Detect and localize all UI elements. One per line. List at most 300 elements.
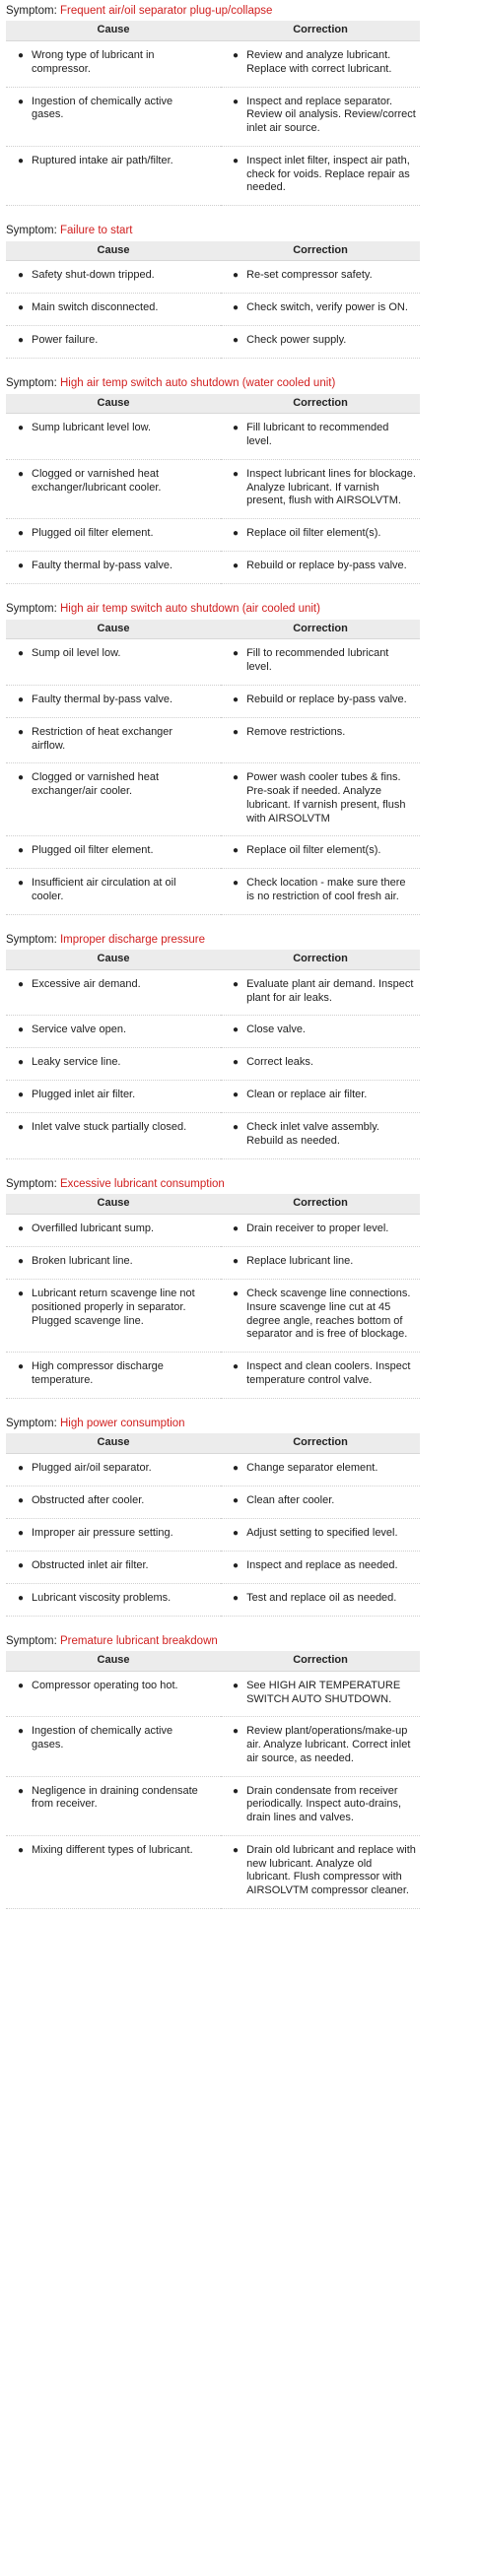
cause-cell-text: Plugged air/oil separator. [32, 1461, 152, 1474]
correction-cell [221, 146, 420, 205]
list-item [225, 1527, 416, 1541]
table-row [6, 1776, 420, 1835]
correction-cell [221, 1453, 420, 1486]
correction-header: Correction [221, 21, 420, 40]
bullet-icon: ● [17, 1024, 25, 1036]
list-item [225, 560, 416, 573]
cause-header: Cause [6, 1194, 221, 1214]
list-item [10, 560, 203, 573]
correction-header: Correction [221, 1651, 420, 1671]
bullet-icon: ● [233, 270, 240, 282]
cause-header: Cause [6, 620, 221, 639]
symptom-heading [6, 1177, 474, 1191]
bullet-icon: ● [233, 1122, 240, 1134]
correction-cell-text: Fill lubricant to recommended level. [246, 422, 389, 448]
bullet-icon: ● [233, 1223, 240, 1234]
correction-cell-text: Inspect and replace separator. Review oil analysis. Review/correct inlet air source. [246, 95, 416, 135]
table-row [6, 1016, 420, 1048]
symptom-heading [6, 224, 474, 237]
list-item [225, 877, 416, 904]
bullet-icon: ● [17, 528, 25, 540]
bullet-icon: ● [17, 648, 25, 660]
table-row [6, 1353, 420, 1399]
cause-header: Cause [6, 1433, 221, 1453]
cause-cell [6, 763, 221, 836]
correction-cell-text: Drain condensate from receiver periodically. Inspect auto-drains, drain lines and valves. [246, 1784, 402, 1823]
table-row [6, 146, 420, 205]
correction-cell-text: Inspect and replace as needed. [246, 1558, 398, 1571]
cause-cell [6, 1776, 221, 1835]
symptom-section [6, 4, 474, 206]
list-item [225, 1592, 416, 1606]
symptom-title: High power consumption [59, 1417, 185, 1429]
list-item [10, 1360, 203, 1388]
table-row [6, 1215, 420, 1247]
list-item [10, 1785, 203, 1813]
correction-cell [221, 1048, 420, 1081]
cause-cell-text: Leaky service line. [32, 1056, 121, 1069]
symptom-heading [6, 602, 474, 616]
table-row [6, 41, 420, 88]
bullet-icon: ● [233, 1527, 240, 1539]
list-item [225, 1255, 416, 1269]
correction-cell-text: Check inlet valve assembly. Rebuild as needed. [246, 1121, 379, 1148]
correction-cell [221, 717, 420, 763]
symptom-label: Symptom: [6, 933, 57, 946]
table-row [6, 639, 420, 686]
cause-cell-text: Clogged or varnished heat exchanger/air cooler. [32, 771, 160, 797]
correction-cell-text: Rebuild or replace by-pass valve. [246, 693, 407, 705]
correction-cell-text: Adjust setting to specified level. [246, 1526, 398, 1539]
cause-cell-text: Obstructed inlet air filter. [32, 1558, 149, 1571]
symptom-heading [6, 376, 474, 390]
bullet-icon: ● [233, 1559, 240, 1571]
list-item [10, 269, 203, 283]
list-item [10, 1527, 203, 1541]
cause-correction-table [6, 21, 420, 206]
correction-cell [221, 459, 420, 518]
symptom-title: Improper discharge pressure [59, 933, 205, 946]
cause-header: Cause [6, 1651, 221, 1671]
bullet-icon: ● [17, 155, 25, 166]
list-item [225, 1494, 416, 1508]
bullet-icon: ● [233, 561, 240, 572]
correction-header: Correction [221, 241, 420, 261]
bullet-icon: ● [17, 50, 25, 62]
bullet-icon: ● [17, 845, 25, 857]
bullet-icon: ● [17, 1122, 25, 1134]
symptom-title: Excessive lubricant consumption [59, 1177, 225, 1190]
bullet-icon: ● [17, 302, 25, 314]
correction-cell-text: Check scavenge line connections. Insure scavenge line cut at 45 degree angle, reaches bottom of separator and is free of blockage. [246, 1288, 411, 1341]
correction-cell-text: Inspect and clean coolers. Inspect temperature control valve. [246, 1360, 411, 1386]
correction-cell-text: Clean after cooler. [246, 1493, 335, 1506]
symptom-section [6, 376, 474, 584]
symptom-heading [6, 1634, 474, 1648]
cause-cell [6, 639, 221, 686]
symptom-title: Premature lubricant breakdown [59, 1634, 218, 1647]
correction-cell-text: Check switch, verify power is ON. [246, 301, 408, 314]
table-row [6, 1048, 420, 1081]
symptom-section [6, 602, 474, 915]
table-header-row [6, 1194, 420, 1214]
cause-cell-text: Excessive air demand. [32, 977, 141, 990]
bullet-icon: ● [233, 423, 240, 434]
bullet-icon: ● [233, 694, 240, 705]
cause-cell [6, 1081, 221, 1113]
cause-cell-text: Compressor operating too hot. [32, 1679, 178, 1691]
cause-cell [6, 869, 221, 915]
table-row [6, 414, 420, 460]
cause-cell-text: Ruptured intake air path/filter. [32, 154, 173, 166]
cause-header: Cause [6, 950, 221, 969]
symptom-title: High air temp switch auto shutdown (air cooled unit) [59, 603, 320, 616]
list-item [225, 49, 416, 77]
list-item [225, 726, 416, 740]
table-header-row [6, 21, 420, 40]
list-item [10, 1680, 203, 1693]
correction-cell-text: Evaluate plant air demand. Inspect plant for air leaks. [246, 977, 414, 1004]
symptom-heading [6, 4, 474, 18]
cause-cell-text: High compressor discharge temperature. [32, 1360, 164, 1386]
list-item [225, 269, 416, 283]
list-item [10, 155, 203, 168]
bullet-icon: ● [17, 468, 25, 480]
cause-correction-table [6, 241, 420, 360]
table-header-row [6, 1433, 420, 1453]
bullet-icon: ● [233, 1462, 240, 1474]
correction-header: Correction [221, 1433, 420, 1453]
list-item [10, 726, 203, 754]
list-item [10, 844, 203, 858]
cause-cell-text: Overfilled lubricant sump. [32, 1222, 155, 1234]
bullet-icon: ● [233, 1844, 240, 1856]
bullet-icon: ● [233, 1361, 240, 1372]
table-row [6, 1551, 420, 1583]
bullet-icon: ● [233, 845, 240, 857]
list-item [10, 1288, 203, 1328]
correction-cell [221, 87, 420, 146]
bullet-icon: ● [233, 1680, 240, 1691]
correction-cell-text: Replace oil filter element(s). [246, 527, 381, 540]
bullet-icon: ● [17, 1090, 25, 1101]
list-item [225, 1288, 416, 1342]
table-header-row [6, 1651, 420, 1671]
correction-cell-text: Check location - make sure there is no restriction of cool fresh air. [246, 877, 406, 902]
correction-cell [221, 639, 420, 686]
list-item [225, 96, 416, 136]
list-item [10, 1462, 203, 1476]
symptom-label: Symptom: [6, 1177, 57, 1190]
list-item [225, 1360, 416, 1388]
table-row [6, 717, 420, 763]
correction-cell-text: Rebuild or replace by-pass valve. [246, 560, 407, 572]
bullet-icon: ● [233, 1024, 240, 1036]
bullet-icon: ● [17, 96, 25, 107]
correction-cell [221, 1717, 420, 1776]
bullet-icon: ● [17, 726, 25, 738]
cause-cell [6, 146, 221, 205]
correction-cell [221, 969, 420, 1016]
list-item [10, 1121, 203, 1135]
bullet-icon: ● [17, 878, 25, 890]
bullet-icon: ● [233, 726, 240, 738]
list-item [225, 301, 416, 315]
list-item [225, 1559, 416, 1573]
symptom-label: Symptom: [6, 603, 57, 616]
cause-cell [6, 1353, 221, 1399]
list-item [10, 978, 203, 992]
cause-cell-text: Inlet valve stuck partially closed. [32, 1121, 187, 1134]
correction-cell [221, 326, 420, 359]
bullet-icon: ● [233, 302, 240, 314]
bullet-icon: ● [17, 1785, 25, 1797]
cause-correction-table [6, 1651, 420, 1909]
correction-cell [221, 414, 420, 460]
cause-cell-text: Sump lubricant level low. [32, 422, 152, 434]
bullet-icon: ● [17, 1844, 25, 1856]
bullet-icon: ● [233, 978, 240, 990]
list-item [10, 468, 203, 495]
list-item [10, 1089, 203, 1102]
cause-cell [6, 1717, 221, 1776]
bullet-icon: ● [17, 772, 25, 784]
list-item [10, 422, 203, 435]
bullet-icon: ● [233, 155, 240, 166]
list-item [10, 96, 203, 123]
cause-cell [6, 1280, 221, 1353]
list-item [10, 1559, 203, 1573]
correction-cell-text: Test and replace oil as needed. [246, 1591, 397, 1604]
table-row [6, 1081, 420, 1113]
correction-cell [221, 519, 420, 552]
correction-cell-text: Review plant/operations/make-up air. Analyze lubricant. Correct inlet air source, as needed. [246, 1725, 411, 1764]
table-row [6, 969, 420, 1016]
bullet-icon: ● [233, 528, 240, 540]
cause-header: Cause [6, 241, 221, 261]
correction-cell-text: Review and analyze lubricant. Replace with correct lubricant. [246, 49, 392, 75]
bullet-icon: ● [233, 1288, 240, 1299]
list-item [225, 334, 416, 348]
bullet-icon: ● [17, 1726, 25, 1738]
bullet-icon: ● [233, 648, 240, 660]
list-item [225, 422, 416, 449]
bullet-icon: ● [17, 1462, 25, 1474]
bullet-icon: ● [17, 1057, 25, 1069]
correction-cell [221, 869, 420, 915]
bullet-icon: ● [233, 878, 240, 890]
correction-cell-text: Check power supply. [246, 334, 347, 347]
cause-cell [6, 1016, 221, 1048]
correction-cell [221, 294, 420, 326]
correction-cell [221, 1016, 420, 1048]
cause-cell [6, 87, 221, 146]
correction-cell [221, 763, 420, 836]
cause-cell-text: Ingestion of chemically active gases. [32, 95, 173, 121]
list-item [225, 978, 416, 1006]
cause-cell-text: Ingestion of chemically active gases. [32, 1725, 173, 1750]
table-header-row [6, 950, 420, 969]
cause-cell-text: Broken lubricant line. [32, 1255, 133, 1267]
symptom-section [6, 1177, 474, 1399]
symptom-title: High air temp switch auto shutdown (water cooled unit) [59, 377, 336, 390]
bullet-icon: ● [233, 50, 240, 62]
list-item [225, 1089, 416, 1102]
list-item [225, 1725, 416, 1765]
cause-cell-text: Plugged oil filter element. [32, 527, 154, 540]
list-item [10, 1725, 203, 1752]
bullet-icon: ● [233, 96, 240, 107]
bullet-icon: ● [17, 1256, 25, 1267]
bullet-icon: ● [17, 1559, 25, 1571]
table-row [6, 1583, 420, 1616]
bullet-icon: ● [233, 772, 240, 784]
list-item [10, 1255, 203, 1269]
cause-cell-text: Obstructed after cooler. [32, 1493, 145, 1506]
cause-cell-text: Negligence in draining condensate from receiver. [32, 1784, 198, 1811]
list-item [225, 1121, 416, 1149]
correction-cell-text: Replace lubricant line. [246, 1255, 354, 1267]
list-item [225, 1222, 416, 1236]
correction-header: Correction [221, 950, 420, 969]
correction-cell [221, 261, 420, 294]
symptom-label: Symptom: [6, 1634, 57, 1647]
symptom-label: Symptom: [6, 5, 57, 17]
table-row [6, 294, 420, 326]
list-item [10, 1222, 203, 1236]
correction-cell-text: Remove restrictions. [246, 725, 346, 738]
list-item [10, 1592, 203, 1606]
cause-cell-text: Main switch disconnected. [32, 301, 159, 314]
bullet-icon: ● [17, 1494, 25, 1506]
list-item [225, 155, 416, 195]
list-item [225, 844, 416, 858]
symptom-title: Frequent air/oil separator plug-up/collapse [59, 5, 273, 17]
correction-cell [221, 1671, 420, 1717]
symptom-section [6, 1634, 474, 1909]
symptom-title: Failure to start [59, 225, 133, 237]
correction-cell [221, 1776, 420, 1835]
correction-header: Correction [221, 394, 420, 414]
bullet-icon: ● [233, 1592, 240, 1604]
cause-cell-text: Lubricant viscosity problems. [32, 1591, 171, 1604]
bullet-icon: ● [233, 1090, 240, 1101]
correction-cell [221, 1113, 420, 1159]
bullet-icon: ● [17, 1223, 25, 1234]
bullet-icon: ● [17, 1680, 25, 1691]
list-item [225, 694, 416, 707]
bullet-icon: ● [233, 1256, 240, 1267]
correction-cell [221, 1353, 420, 1399]
list-item [10, 647, 203, 661]
list-item [10, 301, 203, 315]
table-row [6, 869, 420, 915]
table-header-row [6, 394, 420, 414]
correction-cell [221, 836, 420, 869]
list-item [225, 771, 416, 826]
cause-correction-table [6, 394, 420, 585]
cause-cell-text: Lubricant return scavenge line not positioned properly in separator. Plugged scavenge line. [32, 1288, 195, 1327]
bullet-icon: ● [233, 1057, 240, 1069]
list-item [10, 771, 203, 799]
list-item [10, 1056, 203, 1070]
cause-cell [6, 459, 221, 518]
table-header-row [6, 620, 420, 639]
list-item [225, 1680, 416, 1707]
correction-cell-text: Replace oil filter element(s). [246, 844, 381, 857]
symptom-section [6, 1417, 474, 1617]
cause-cell-text: Faulty thermal by-pass valve. [32, 693, 173, 705]
cause-cell [6, 1671, 221, 1717]
list-item [10, 334, 203, 348]
table-row [6, 836, 420, 869]
correction-cell-text: Change separator element. [246, 1461, 378, 1474]
list-item [225, 1024, 416, 1037]
correction-cell [221, 1583, 420, 1616]
correction-cell-text: Power wash cooler tubes & fins. Pre-soak if needed. Analyze lubricant. If varnish present, flush with AIRSOLVTM [246, 771, 406, 825]
list-item [10, 527, 203, 541]
symptom-label: Symptom: [6, 225, 57, 237]
cause-cell-text: Sump oil level low. [32, 647, 121, 660]
symptom-label: Symptom: [6, 377, 57, 390]
bullet-icon: ● [17, 1592, 25, 1604]
list-item [10, 694, 203, 707]
cause-correction-table [6, 1194, 420, 1398]
table-row [6, 1113, 420, 1159]
cause-cell-text: Improper air pressure setting. [32, 1526, 173, 1539]
cause-cell [6, 836, 221, 869]
correction-cell-text: Drain old lubricant and replace with new lubricant. Analyze old lubricant. Flush compressor with AIRSOLVTM compressor cleaner. [246, 1843, 416, 1896]
table-row [6, 1453, 420, 1486]
table-row [6, 1486, 420, 1518]
table-row [6, 685, 420, 717]
list-item [10, 1844, 203, 1858]
cause-cell [6, 519, 221, 552]
cause-cell-text: Clogged or varnished heat exchanger/lubricant cooler. [32, 467, 162, 494]
correction-cell-text: Re-set compressor safety. [246, 269, 373, 282]
list-item [225, 647, 416, 675]
bullet-icon: ● [17, 694, 25, 705]
table-row [6, 1835, 420, 1908]
cause-cell [6, 685, 221, 717]
table-row [6, 1518, 420, 1551]
cause-correction-table [6, 620, 420, 915]
table-row [6, 1717, 420, 1776]
table-row [6, 1280, 420, 1353]
bullet-icon: ● [17, 978, 25, 990]
cause-header: Cause [6, 394, 221, 414]
cause-cell [6, 1518, 221, 1551]
cause-cell [6, 1215, 221, 1247]
list-item [225, 1785, 416, 1825]
symptom-section [6, 933, 474, 1159]
cause-cell [6, 261, 221, 294]
correction-cell [221, 1551, 420, 1583]
table-row [6, 552, 420, 584]
list-item [225, 1056, 416, 1070]
bullet-icon: ● [233, 1785, 240, 1797]
cause-cell [6, 1551, 221, 1583]
correction-header: Correction [221, 620, 420, 639]
table-row [6, 459, 420, 518]
table-row [6, 326, 420, 359]
list-item [225, 1462, 416, 1476]
bullet-icon: ● [17, 1288, 25, 1299]
bullet-icon: ● [17, 270, 25, 282]
cause-header: Cause [6, 21, 221, 40]
symptom-heading [6, 1417, 474, 1430]
cause-correction-table [6, 950, 420, 1159]
